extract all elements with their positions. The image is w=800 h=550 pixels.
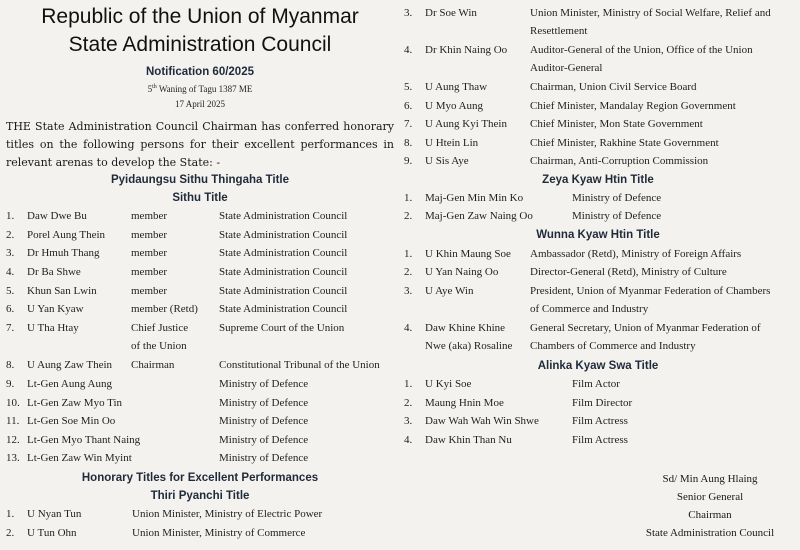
wunna-kyaw-htin-row [404, 285, 794, 315]
sithu-row [6, 434, 396, 452]
row-name: Lt-Gen Aung Aung [27, 378, 112, 390]
row-organization: State Administration Council [219, 229, 348, 241]
row-role: member [131, 266, 168, 278]
sithu-row [6, 359, 396, 377]
alinka-kyaw-swa-row [404, 434, 794, 452]
lunar-date [6, 84, 394, 94]
row-name: Maung Hnin Moe [425, 397, 504, 409]
row-number: 11. [6, 415, 20, 427]
row-name: Daw Dwe Bu [27, 210, 87, 222]
section-title-honorary: Honorary Titles for Excellent Performances [81, 472, 319, 484]
row-number: 1. [404, 192, 413, 204]
row-name: U Sis Aye [425, 155, 469, 167]
row-number: 1. [6, 508, 15, 520]
row-number: 3. [404, 7, 413, 19]
row-position-line2: Resettlement [530, 25, 588, 37]
signature-rank: Senior General [676, 491, 744, 503]
row-role: member [131, 285, 168, 297]
row-number: 10. [6, 397, 20, 409]
row-organization: Ministry of Defence [219, 434, 309, 446]
zeya-kyaw-htin-row [404, 192, 794, 210]
row-name: U Yan Kyaw [27, 303, 84, 315]
row-name: Khun San Lwin [27, 285, 97, 297]
sithu-row [6, 452, 396, 470]
row-organization: State Administration Council [219, 285, 348, 297]
row-number: 4. [404, 434, 413, 446]
thiri-pyanchi-row [404, 137, 794, 155]
row-number: 2. [6, 527, 15, 539]
row-position: Union Minister, Ministry of Social Welfare, Relief and [530, 7, 771, 19]
row-position: Chairman, Anti-Corruption Commission [530, 155, 709, 167]
sithu-row [6, 247, 396, 265]
row-name: Dr Soe Win [425, 7, 477, 19]
row-number: 2. [404, 397, 413, 409]
row-role: member (Retd) [131, 303, 198, 315]
sithu-row [6, 415, 396, 433]
section-title-sithu-thingaha: Pyidaungsu Sithu Thingaha Title [110, 174, 290, 186]
row-name: U Aung Kyi Thein [425, 118, 507, 130]
row-position: Ministry of Defence [572, 192, 662, 204]
row-name: U Tun Ohn [27, 527, 77, 539]
row-position: Film Actor [572, 378, 620, 390]
row-position: Chief Minister, Mon State Government [530, 118, 703, 130]
row-position: Director-General (Retd), Ministry of Culture [530, 266, 727, 278]
row-role: Chief Justice [131, 322, 189, 334]
sithu-row [6, 285, 396, 303]
row-name: U Aung Zaw Thein [27, 359, 113, 371]
row-organization: State Administration Council [219, 210, 348, 222]
thiri-pyanchi-row [404, 81, 794, 99]
row-organization: State Administration Council [219, 303, 348, 315]
row-name: Porel Aung Thein [27, 229, 106, 241]
row-position: Film Actress [572, 415, 628, 427]
row-number: 5. [404, 81, 413, 93]
row-position: Union Minister, Ministry of Commerce [132, 527, 306, 539]
thiri-pyanchi-row [404, 118, 794, 136]
sithu-row [6, 322, 396, 352]
thiri-pyanchi-row [404, 44, 794, 74]
sithu-row [6, 210, 396, 228]
row-number: 5. [6, 285, 15, 297]
sithu-row [6, 229, 396, 247]
row-role: Chairman [131, 359, 175, 371]
row-position: Ministry of Defence [572, 210, 662, 222]
row-name: U Aung Thaw [425, 81, 488, 93]
thiri-pyanchi-row [6, 527, 396, 545]
row-number: 1. [6, 210, 15, 222]
row-number: 7. [404, 118, 413, 130]
row-number: 6. [6, 303, 15, 315]
row-name: Lt-Gen Myo Thant Naing [27, 434, 141, 446]
section-subtitle-sithu: Sithu Title [172, 192, 228, 204]
row-name: Dr Ba Shwe [27, 266, 81, 278]
alinka-kyaw-swa-row [404, 415, 794, 433]
sithu-row [6, 397, 396, 415]
row-organization: State Administration Council [219, 247, 348, 259]
thiri-pyanchi-row [6, 508, 396, 526]
signature-title: Chairman [688, 509, 732, 521]
sithu-row [6, 266, 396, 284]
row-position: Chairman, Union Civil Service Board [530, 81, 697, 93]
row-name: Dr Hmuh Thang [27, 247, 100, 259]
section-subtitle-thiri-pyanchi: Thiri Pyanchi Title [150, 490, 250, 502]
alinka-kyaw-swa-row [404, 378, 794, 396]
row-position: General Secretary, Union of Myanmar Federation of [530, 322, 761, 334]
signature-name: Sd/ Min Aung Hlaing [662, 473, 758, 485]
row-position: Auditor-General of the Union, Office of the Union [530, 44, 753, 56]
row-position: Ambassador (Retd), Ministry of Foreign Affairs [530, 248, 742, 260]
row-role: member [131, 229, 168, 241]
row-position-line2: of Commerce and Industry [530, 303, 649, 315]
row-position-line2: Auditor-General [530, 62, 603, 74]
zeya-kyaw-htin-row [404, 210, 794, 228]
title-line-1: Republic of the Union of Myanmar [41, 5, 359, 28]
row-number: 2. [404, 266, 413, 278]
wunna-kyaw-htin-row [404, 266, 794, 284]
row-number: 2. [6, 229, 15, 241]
wunna-kyaw-htin-row [404, 248, 794, 266]
row-organization: Ministry of Defence [219, 415, 309, 427]
row-number: 4. [6, 266, 15, 278]
row-position: Chief Minister, Mandalay Region Government [530, 100, 736, 112]
signature-organization: State Administration Council [645, 527, 775, 539]
row-position: Chief Minister, Rakhine State Government [530, 137, 719, 149]
row-organization: State Administration Council [219, 266, 348, 278]
intro-paragraph: THE State Administration Council Chairman has conferred honorary titles on the following persons for their excellent performances in relevant arenas to develop the State: - [6, 120, 394, 169]
row-number: 1. [404, 248, 413, 260]
row-name: U Htein Lin [425, 137, 479, 149]
row-number: 3. [404, 415, 413, 427]
thiri-pyanchi-row [404, 7, 794, 37]
row-name: Lt-Gen Zaw Myo Tin [27, 397, 123, 409]
row-organization: Ministry of Defence [219, 452, 309, 464]
row-number: 6. [404, 100, 413, 112]
row-organization: Supreme Court of the Union [219, 322, 345, 334]
row-organization: Constitutional Tribunal of the Union [219, 359, 380, 371]
row-number: 3. [404, 285, 413, 297]
row-role: member [131, 247, 168, 259]
row-number: 4. [404, 322, 413, 334]
row-name: Dr Khin Naing Oo [425, 44, 508, 56]
row-number: 8. [404, 137, 413, 149]
row-name: U Kyi Soe [425, 378, 472, 390]
row-number: 1. [404, 378, 413, 390]
row-name: Daw Khin Than Nu [425, 434, 512, 446]
row-organization: Ministry of Defence [219, 378, 309, 390]
row-role-line2: of the Union [131, 340, 187, 352]
row-number: 8. [6, 359, 15, 371]
row-name: Maj-Gen Min Min Ko [425, 192, 524, 204]
lunar-rest: Waning of Tagu 1387 ME [156, 84, 253, 94]
section-title-zeya-kyaw-htin: Zeya Kyaw Htin Title [542, 174, 654, 186]
row-name: U Aye Win [425, 285, 474, 297]
row-position-line2: Chambers of Commerce and Industry [530, 340, 696, 352]
notification-number: Notification 60/2025 [145, 66, 254, 78]
row-number: 2. [404, 210, 413, 222]
row-name: Daw Khine Khine [425, 322, 506, 334]
section-title-wunna-kyaw-htin: Wunna Kyaw Htin Title [536, 229, 660, 241]
title-line-2: State Administration Council [68, 33, 332, 56]
row-name: U Tha Htay [27, 322, 79, 334]
row-position: President, Union of Myanmar Federation of Chambers [530, 285, 771, 297]
row-name: Daw Wah Wah Win Shwe [425, 415, 539, 427]
row-name: Lt-Gen Zaw Win Myint [27, 452, 132, 464]
gregorian-date: 17 April 2025 [174, 99, 225, 109]
lunar-day: 5 [147, 84, 153, 94]
row-number: 4. [404, 44, 413, 56]
row-number: 3. [6, 247, 15, 259]
row-name: U Khin Maung Soe [425, 248, 511, 260]
row-number: 9. [404, 155, 413, 167]
row-role: member [131, 210, 168, 222]
row-number: 7. [6, 322, 15, 334]
row-position: Film Director [572, 397, 633, 409]
row-name: Lt-Gen Soe Min Oo [27, 415, 116, 427]
sithu-row [6, 378, 396, 396]
row-position: Film Actress [572, 434, 628, 446]
row-name: U Yan Naing Oo [425, 266, 499, 278]
row-name: U Myo Aung [425, 100, 484, 112]
alinka-kyaw-swa-row [404, 397, 794, 415]
section-title-alinka-kyaw-swa: Alinka Kyaw Swa Title [537, 360, 659, 372]
row-position: Union Minister, Ministry of Electric Power [132, 508, 323, 520]
sithu-row [6, 303, 396, 321]
row-name: U Nyan Tun [27, 508, 82, 520]
row-number: 12. [6, 434, 20, 446]
row-organization: Ministry of Defence [219, 397, 309, 409]
row-name-line2: Nwe (aka) Rosaline [425, 340, 513, 352]
row-number: 13. [6, 452, 20, 464]
thiri-pyanchi-row [404, 155, 794, 173]
row-name: Maj-Gen Zaw Naing Oo [425, 210, 533, 222]
row-number: 9. [6, 378, 15, 390]
wunna-kyaw-htin-row [404, 322, 794, 352]
lunar-day-suffix: th [152, 84, 157, 90]
thiri-pyanchi-row [404, 100, 794, 118]
